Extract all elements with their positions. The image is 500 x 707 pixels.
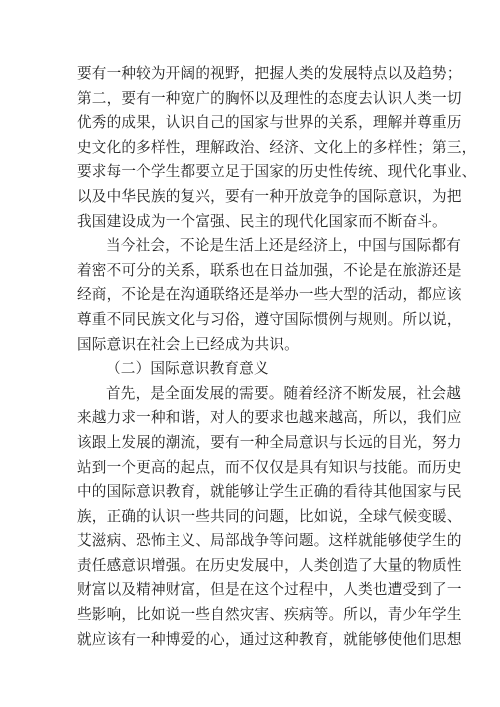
- text-line: 财富以及精神财富，但是在这个过程中，人类也遭受到了一: [77, 581, 462, 599]
- text-line: 要有一种较为开阔的视野，把握人类的发展特点以及趋势；: [77, 65, 462, 82]
- text-line: 着密不可分的关系，联系也在日益加强，不论是在旅游还是: [77, 261, 462, 279]
- text-line: 尊重不同民族文化与习俗，遵守国际惯例与规则。所以说，: [77, 310, 462, 328]
- text-line: 来越力求一种和谐，对人的要求也越来越高，所以，我们应: [77, 409, 462, 427]
- text-line: 史文化的多样性，理解政治、经济、文化上的多样性；第三，: [77, 138, 477, 156]
- body-text: [77, 62, 477, 652]
- text-line: 国际意识在社会上已经成为共识。: [77, 335, 299, 353]
- text-line: 以及中华民族的复兴，要有一种开放竞争的国际意识，为把: [77, 187, 462, 205]
- text-line: 当今社会，不论是生活上还是经济上，中国与国际都有: [106, 237, 462, 255]
- text-line: 首先，是全面发展的需要。随着经济不断发展，社会越: [106, 384, 462, 402]
- text-line: 第二，要有一种宽广的胸怀以及理性的态度去认识人类一切: [77, 89, 462, 107]
- text-line: 优秀的成果，认识自己的国家与世界的关系，理解并尊重历: [77, 114, 462, 132]
- text-line: 些影响，比如说一些自然灾害、疾病等。所以，青少年学生: [77, 606, 462, 624]
- text-line: 责任感意识增强。在历史发展中，人类创造了大量的物质性: [77, 556, 462, 574]
- text-line: 就应该有一种博爱的心，通过这种教育，就能够使他们思想: [77, 630, 462, 648]
- text-line: 族，正确的认识一些共同的问题，比如说，全球气候变暖、: [77, 507, 462, 525]
- text-line: （二）国际意识教育意义: [106, 360, 269, 378]
- text-line: 要求每一个学生都要立足于国家的历史性传统、现代化事业、: [77, 163, 477, 181]
- text-line: 站到一个更高的起点，而不仅仅是具有知识与技能。而历史: [77, 458, 462, 476]
- text-line: 该跟上发展的潮流，要有一种全局意识与长远的目光，努力: [77, 433, 462, 451]
- text-line: 中的国际意识教育，就能够让学生正确的看待其他国家与民: [77, 483, 462, 501]
- text-line: 艾滋病、恐怖主义、局部战争等问题。这样就能够使学生的: [77, 532, 462, 550]
- text-line: 我国建设成为一个富强、民主的现代化国家而不断奋斗。: [77, 212, 447, 230]
- text-line: 经商，不论是在沟通联络还是举办一些大型的活动，都应该: [77, 286, 462, 304]
